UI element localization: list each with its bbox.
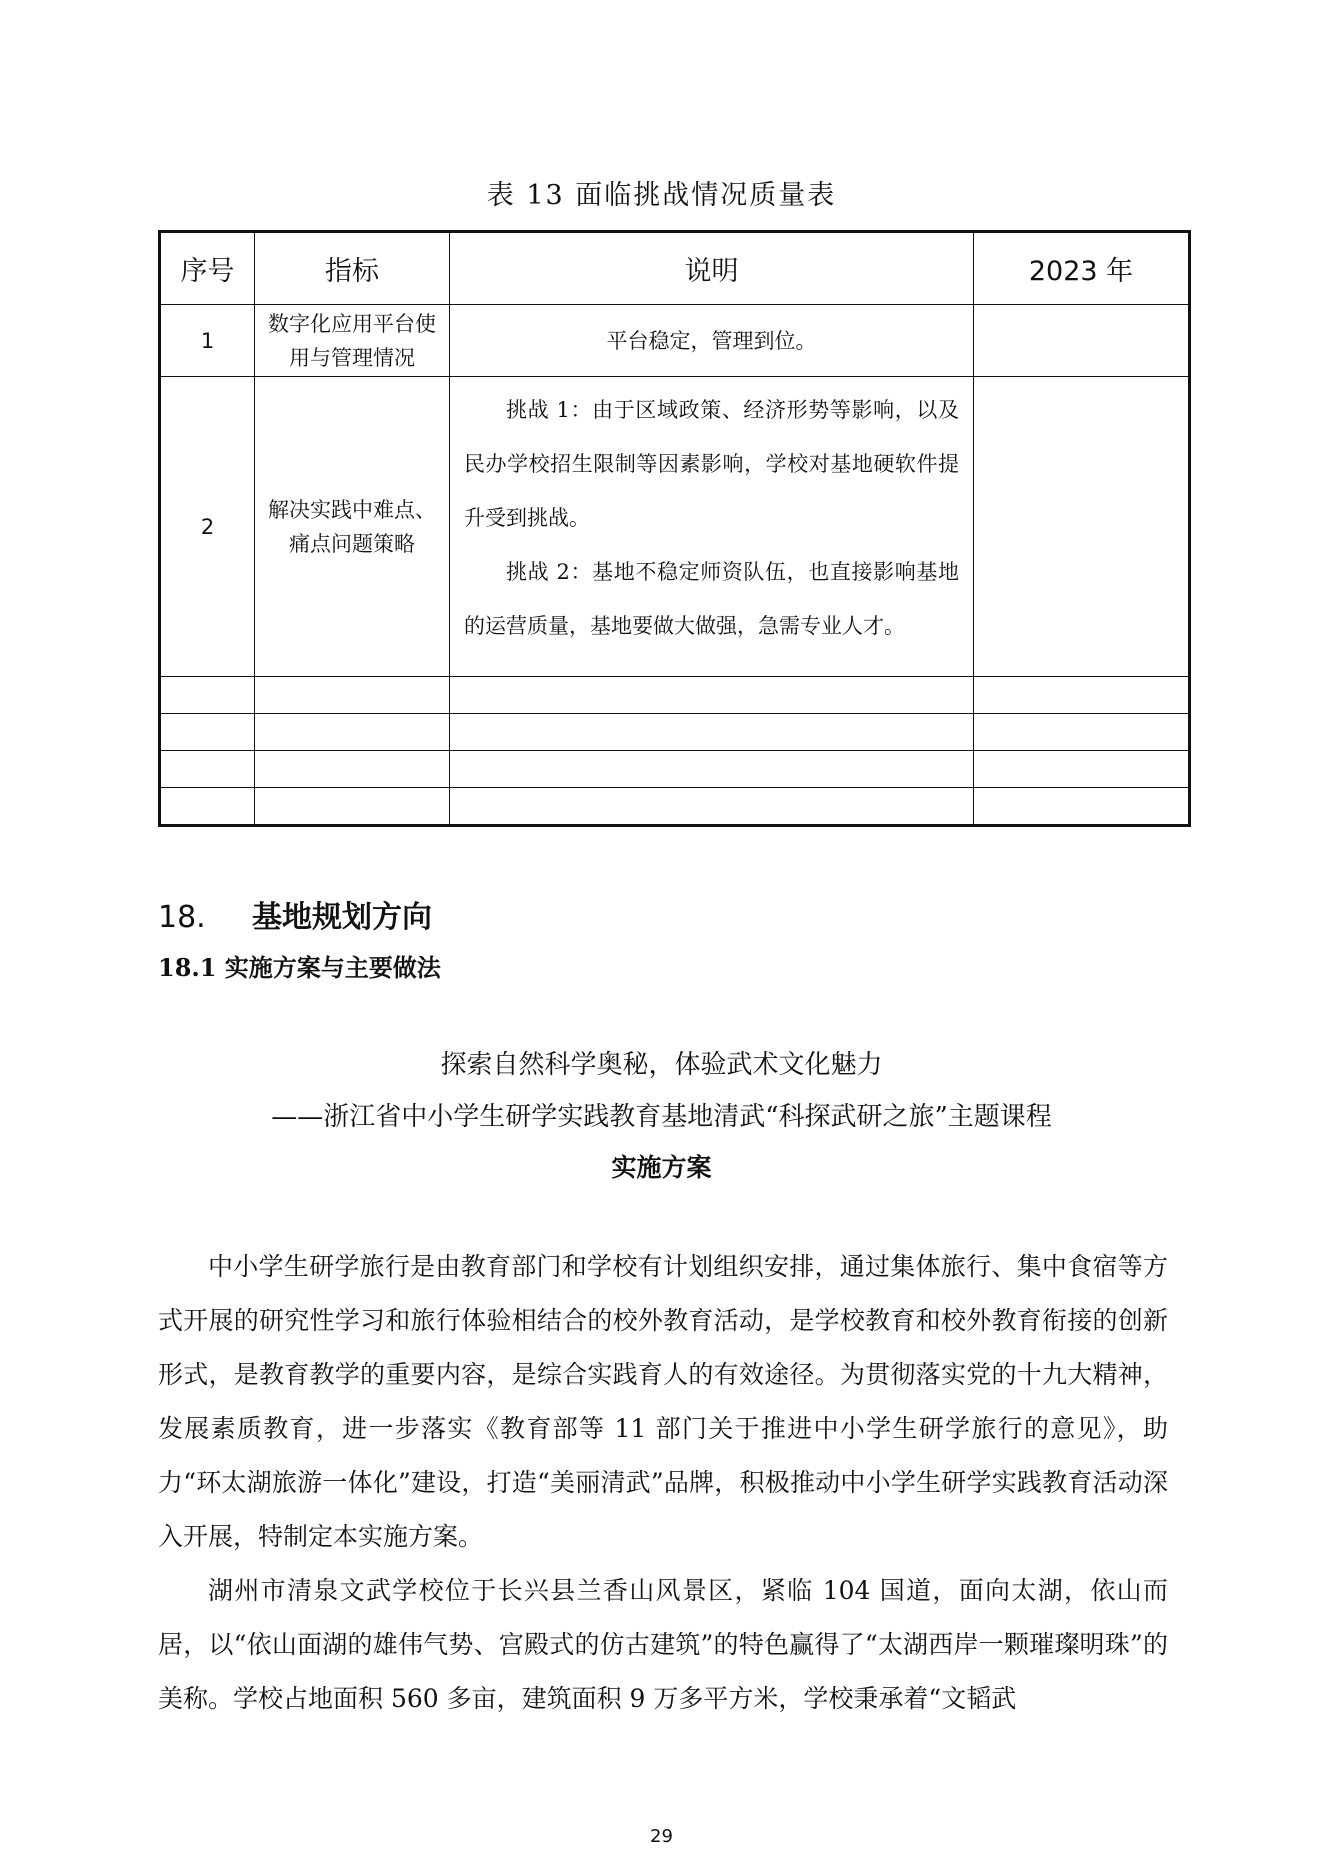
empty-row [160,714,1190,751]
plan-subtitle: ——浙江省中小学生研学实践教育基地清武“科探武研之旅”主题课程 [271,1102,1052,1132]
empty-row [160,751,1190,788]
row-indicator: 数字化应用平台使用与管理情况 [255,305,450,377]
section-heading [158,892,432,936]
page-number: 29 [650,1826,673,1847]
row-no: 1 [160,305,255,377]
row-description: 平台稳定，管理到位。 [450,305,974,377]
section-title: 基地规划方向 [252,900,432,935]
row-year [974,305,1190,377]
challenge-2-text: 挑战 2：基地不稳定师资队伍，也直接影响基地的运营质量，基地要做大做强，急需专业人才。 [464,560,959,638]
challenge-1-text: 挑战 1：由于区域政策、经济形势等影响，以及民办学校招生限制等因素影响，学校对基地硬软件提升受到挑战。 [464,398,959,530]
quality-table [158,230,1191,827]
paragraph: 湖州市清泉文武学校位于长兴县兰香山风景区，紧临 104 国道，面向太湖，依山而居，以“依山面湖的雄伟气势、宫殿式的仿古建筑”的特色赢得了“太湖西岸一颗璀璨明珠”的美称。学校占地面积 560 多亩，建筑面积 9 万多平方米，学校秉承着“文韬武 [158,1576,1168,1713]
paragraph: 中小学生研学旅行是由教育部门和学校有计划组织安排，通过集体旅行、集中食宿等方式开展的研究性学习和旅行体验相结合的校外教育活动，是学校教育和校外教育衔接的创新形式，是教育教学的重要内容，是综合实践育人的有效途径。为贯彻落实党的十九大精神，发展素质教育，进一步落实《教育部等 11 部门关于推进中小学生研学旅行的意见》，助力“环太湖旅游一体化”建设，打造“美丽清武”品牌，积极推动中小学生研学实践教育活动深入开展，特制定本实施方案。 [158,1252,1168,1551]
plan-heading: 实施方案 [611,1153,712,1182]
empty-row [160,788,1190,826]
body-text [158,1240,1168,1726]
table-row [160,377,1190,677]
empty-row [160,677,1190,714]
table-header-row [160,232,1190,305]
table-title: 表 13 面临挑战情况质量表 [486,180,837,211]
row-no: 2 [160,377,255,677]
row-indicator: 解决实践中难点、痛点问题策略 [255,377,450,677]
header-indicator: 指标 [255,232,450,305]
table-row [160,305,1190,377]
subsection-heading: 18.1 实施方案与主要做法 [158,953,441,982]
row-year [974,377,1190,677]
section-number: 18. [158,900,206,935]
header-description: 说明 [450,232,974,305]
header-no: 序号 [160,232,255,305]
header-year: 2023 年 [974,232,1190,305]
plan-title: 探索自然科学奥秘，体验武术文化魅力 [440,1050,883,1080]
row-description [450,377,974,677]
